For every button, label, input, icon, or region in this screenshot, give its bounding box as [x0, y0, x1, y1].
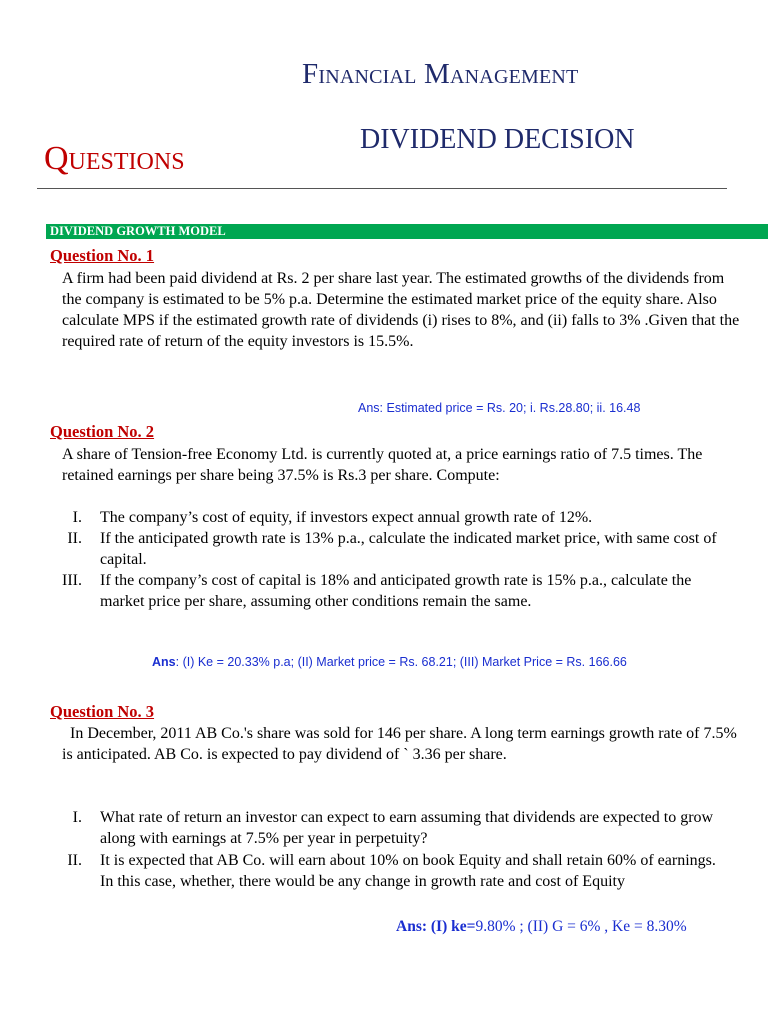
question-2-answer	[152, 655, 627, 669]
item-text: If the anticipated growth rate is 13% p.a., calculate the indicated market price, with same cost of capital.	[100, 530, 717, 568]
question-2-heading: Question No. 2	[50, 422, 155, 441]
answer-label: Ans	[152, 655, 176, 669]
answer-value: : (I) Ke = 20.33% p.a; (II) Market price = Rs. 68.21; (III) Market Price = Rs. 166.66	[175, 655, 627, 669]
item-text: What rate of return an investor can expect to earn assuming that dividends are expected to grow along with earnings at 7.5% per year in perpetuity?	[100, 809, 714, 847]
item-number: I.	[72, 809, 82, 826]
section-label: Questions	[44, 140, 185, 177]
document-subtitle: DIVIDEND DECISION	[360, 124, 635, 155]
item-number: II.	[67, 530, 82, 547]
item-number: I.	[72, 509, 82, 526]
item-text: It is expected that AB Co. will earn about 10% on book Equity and shall retain 60% of earnings. In this case, whether, there would be any change in growth rate and cost of Equity	[100, 852, 716, 890]
document-title: Financial Management	[302, 58, 579, 90]
question-1-answer: Ans: Estimated price = Rs. 20; i. Rs.28.80; ii. 16.48	[358, 401, 641, 415]
item-number: III.	[62, 572, 82, 589]
item-text: If the company’s cost of capital is 18% and anticipated growth rate is 15% p.a., calculate the market price per share, assuming other conditions remain the same.	[100, 572, 692, 610]
item-text: The company’s cost of equity, if investors expect annual growth rate of 12%.	[100, 509, 593, 526]
question-3-answer	[396, 918, 687, 936]
question-3-text: In December, 2011 AB Co.'s share was sold for 146 per share. A long term earnings growth rate of 7.5% is anticipated. AB Co. is expected to pay dividend of ` 3.36 per share.	[62, 725, 737, 763]
answer-value: 9.80% ; (II) G = 6% , Ke = 8.30%	[475, 918, 687, 935]
item-number: II.	[67, 852, 82, 869]
answer-label: Ans: (I) ke=	[396, 918, 476, 935]
section-band: DIVIDEND GROWTH MODEL	[46, 224, 768, 239]
question-1-text: A firm had been paid dividend at Rs. 2 per share last year. The estimated growths of the dividends from the company is estimated to be 5% p.a. Determine the estimated market price of the equity share. Also calculate MPS if the estimated growth rate of dividends (i) rises to 8%, and (ii) falls to 3% .Given that the required rate of return of the equity investors is 15.5%.	[62, 270, 740, 350]
question-1-heading: Question No. 1	[50, 246, 155, 265]
question-3-heading: Question No. 3	[50, 702, 155, 721]
header-rule	[37, 188, 727, 189]
question-2-text: A share of Tension-free Economy Ltd. is currently quoted at, a price earnings ratio of 7.5 times. The retained earnings per share being 37.5% is Rs.3 per share. Compute:	[62, 446, 703, 484]
